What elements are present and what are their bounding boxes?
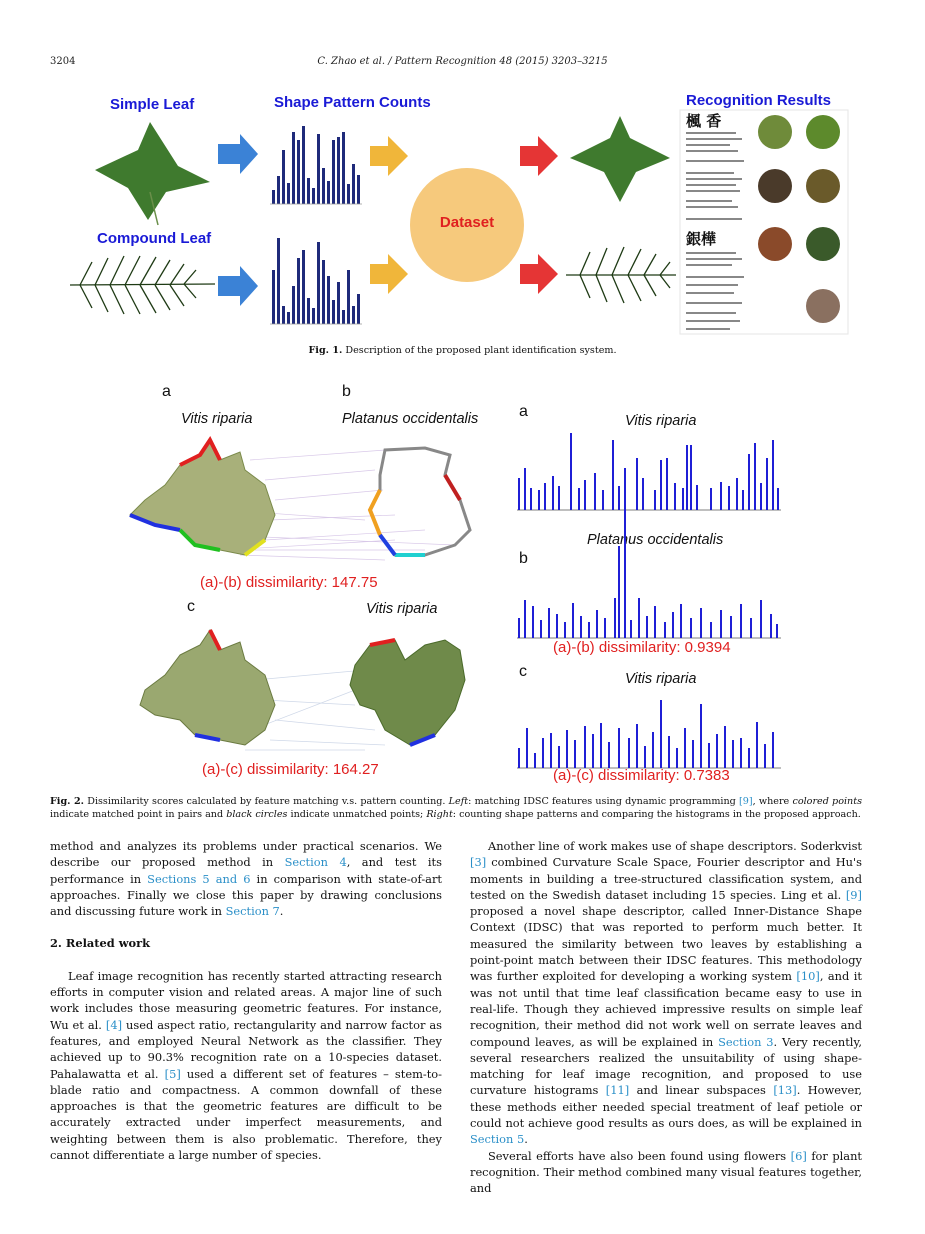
text: method and analyzes its problems under practical scenarios. We describe our proposed method in [50,839,442,870]
fig2-right-species-b: Platanus occidentalis [587,532,724,548]
arrow-icon [370,136,408,176]
citation-link[interactable]: [6] [790,1148,807,1163]
fig2-caption-label: Fig. 2. [50,796,85,807]
recognition-results-card [680,110,848,334]
text: , and it was not until that time leaf classification became easy to use in real-life. Though they achieved impressive results on simple leaf recognition, their method did not work well on serrate leaves and compound leaves, as will be explained in [470,969,862,1049]
citation-link[interactable]: [13] [773,1083,797,1098]
fig2-caption-text: indicate unmatched points; [290,808,424,820]
fig2-caption-left: Left [448,796,469,807]
text: . However, these methods either needed special treatment of leaf petiole or could not achieve good results as ours does, as will be explained in [470,1083,863,1131]
section-link[interactable]: Section 3 [718,1034,774,1049]
fig2-left-label-b: b [342,383,351,400]
text: used aspect ratio, rectangularity and narrow factor as features, and employed Neural Network as the classifier. They achieved up to 90.3% recognition rate on a 10-species dataset. Pahalawatta et al. [50,1017,443,1081]
fig2-left-dissim-ac: (a)-(c) dissimilarity: 164.27 [202,761,379,778]
fig2-right-histograms [515,428,785,778]
fig1-caption-label: Fig. 1. [308,345,343,356]
citation-link[interactable]: [3] [470,855,487,870]
text: , and test its performance in [50,855,442,886]
leaf-a-shape [130,440,275,555]
paragraph [470,838,862,1148]
section-link[interactable]: Section 4 [284,855,347,870]
text: . [524,1132,528,1147]
figure-1 [0,80,925,360]
fig2-caption-text: indicate matched point in pairs and [50,808,224,820]
citation-link[interactable]: [11] [605,1083,630,1098]
fig2-caption-colored: colored points [792,796,863,807]
left-column [50,838,442,1163]
fig1-histogram-bottom [272,238,360,324]
card-title-1: 楓 香 [686,112,722,130]
fig2-left-species-a: Vitis riparia [181,411,253,427]
fig2-caption-text: , where [752,796,790,807]
running-title: C. Zhao et al. / Pattern Recognition 48 (2015) 3203–3215 [317,56,608,67]
arrow-icon [218,266,258,306]
text: combined Curvature Scale Space, Fourier descriptor and Hu's moments in building a tree-structured classification system, and tested on the Swedish dataset including 15 species. Ling et al. [470,855,862,902]
card-title-2: 銀樺 [686,230,717,248]
section-link[interactable]: Sections 5 and 6 [147,871,251,886]
fig2-left-matching-diagram [125,430,495,760]
citation-link[interactable]: [4] [105,1017,123,1032]
simple-leaf-image [95,122,210,225]
fig2-caption-text: Dissimilarity scores calculated by feature matching v.s. pattern counting. [87,796,446,807]
result-compound-leaf [566,247,676,303]
fig2-caption-black: black circles [226,808,288,820]
fig2-right-species-c: Vitis riparia [625,671,697,687]
fig2-left-species-c: Vitis riparia [366,601,438,617]
right-column [470,838,862,1197]
arrow-icon [520,136,558,176]
text: used a different set of features – stem-to-blade ratio and compactness. A common downfall of these approaches is that the geometric features are difficult to be accurately extracted under imperfect measurements, and weighting between them is also problematic. Therefore, they cannot differentiate a large number of species. [50,1066,443,1163]
text: Another line of work makes use of shape descriptors. Soderkvist [488,839,862,853]
fig2-right-label-c: c [519,663,527,680]
text: in comparison with state-of-art approaches. Finally we close this paper by drawing conclusions and discussing future work in [50,871,442,919]
arrow-icon [520,254,558,294]
page-number: 3204 [50,56,76,67]
section-heading: 2. Related work [50,936,151,951]
simple-leaf-label: Simple Leaf [110,96,195,113]
arrow-icon [370,254,408,294]
section-link[interactable]: Section 5 [470,1132,525,1147]
section-link[interactable]: Section 7 [225,904,280,919]
text: Several efforts have also been found using flowers [488,1148,787,1163]
fig2-right-label-a: a [519,403,528,420]
fig2-right-dissim-ac: (a)-(c) dissimilarity: 0.7383 [553,767,730,784]
fig2-left-label-c: c [187,598,195,615]
arrow-icon [218,134,258,174]
fig1-caption-text: Description of the proposed plant identification system. [345,345,617,356]
fig2-left-dissim-ab: (a)-(b) dissimilarity: 147.75 [200,574,378,591]
text: . Very recently, several researchers realized the unsuitability of using shape-matching for leaf image recognition, and proposed to use curvature histograms [470,1034,862,1098]
fig2-left-species-b: Platanus occidentalis [342,411,479,427]
fig2-left-label-a: a [162,383,171,400]
compound-leaf-label: Compound Leaf [97,230,212,247]
fig2-caption-text: : counting shape patterns and comparing the histograms in the proposed approach. [452,808,861,820]
paragraph [50,838,442,919]
result-simple-leaf [570,116,670,202]
text: Leaf image recognition has recently started attracting research efforts in computer vision and related areas. A major line of such work includes those measuring geometric features. For instance, Wu et al. [50,968,442,1032]
text: for plant recognition. Their method combined many visual features together, and [470,1148,863,1196]
fig1-histogram-top [272,126,360,204]
compound-leaf-image [70,256,215,314]
fig2-right-label-b: b [519,550,528,567]
fig1-caption [0,345,925,358]
text: and linear subspaces [636,1083,766,1098]
fig2-right-species-a: Vitis riparia [625,413,697,429]
paragraph [470,1148,862,1197]
paragraph [50,968,442,1164]
fig2-caption-right: Right [426,808,453,820]
dataset-label: Dataset [439,214,495,231]
fig2-caption [50,796,862,821]
text: . [279,904,284,919]
recognition-results-label: Recognition Results [686,92,832,109]
text: proposed a novel shape descriptor, called Inner-Distance Shape Context (IDSC) that was reported to perform much better. It measured the similarity between two leaves by establishing a point-point match between their IDSC features. This methodology was further exploited for developing a working system [470,904,862,984]
shape-pattern-counts-label: Shape Pattern Counts [274,94,431,111]
leaf-a2-shape [140,630,275,745]
fig2-right-dissim-ab: (a)-(b) dissimilarity: 0.9394 [553,639,731,656]
fig2-caption-text: : matching IDSC features using dynamic programming [468,796,736,807]
citation-link[interactable]: [9] [739,796,753,807]
citation-link[interactable]: [5] [164,1066,181,1081]
citation-link[interactable]: [10] [796,969,820,984]
citation-link[interactable]: [9] [845,887,862,902]
